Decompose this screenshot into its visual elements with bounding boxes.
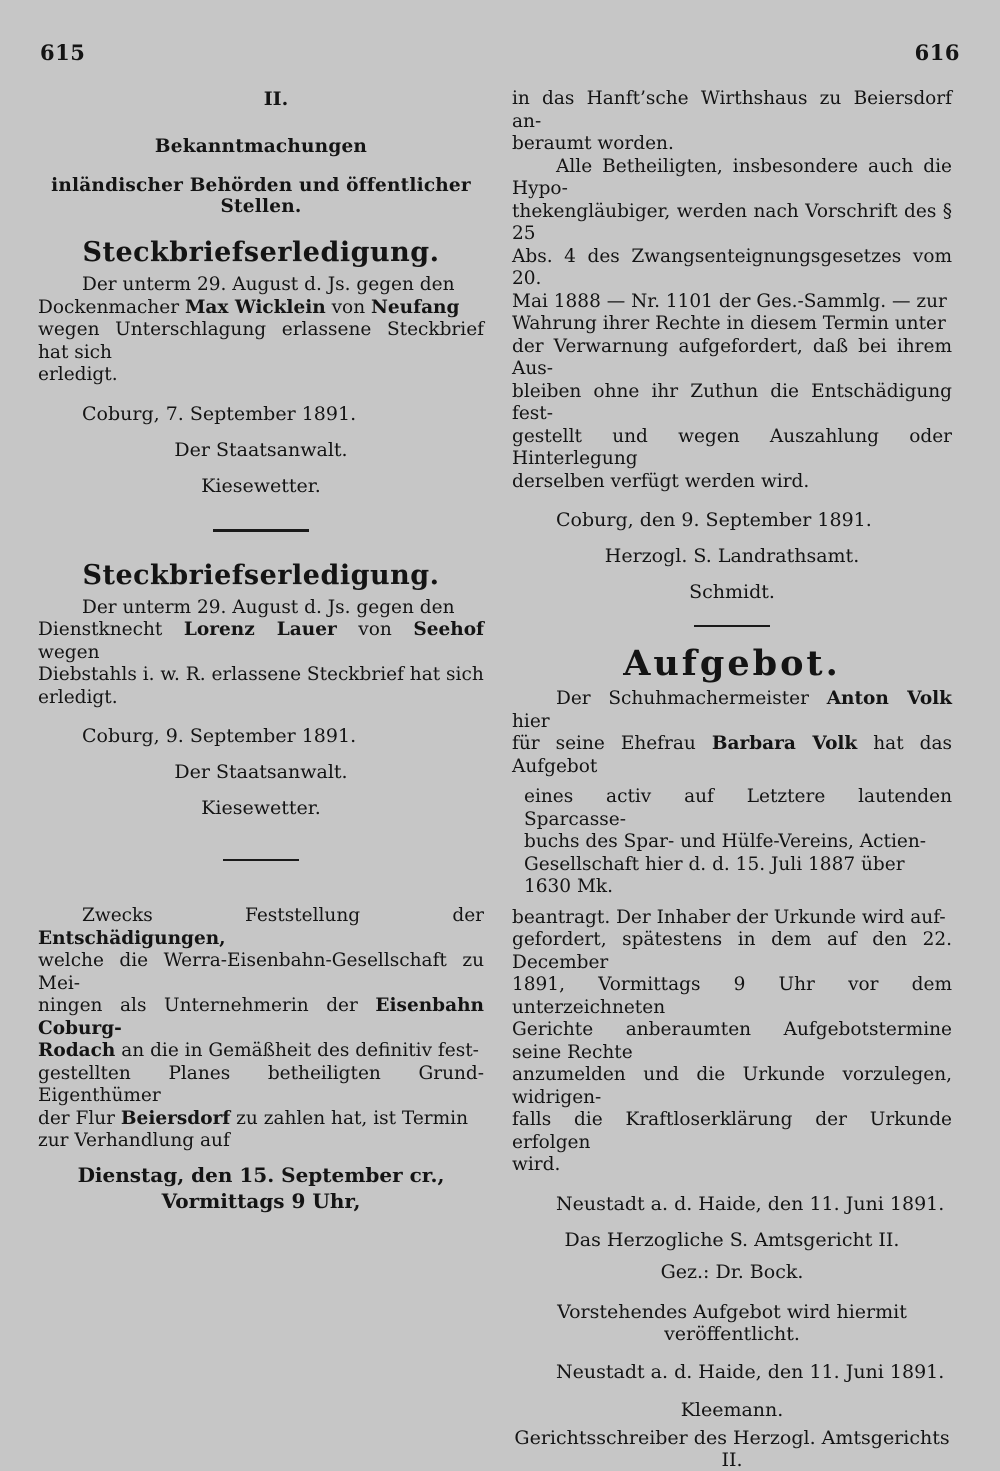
place-date: Coburg, 7. September 1891. — [82, 402, 357, 425]
separator-rule — [213, 529, 309, 532]
signed-by: Gez.: Dr. Bock. — [660, 1260, 804, 1283]
notice-body: Zwecks Feststellung der Entschädigungen, welche die Werra-Eisenbahn-Gesellschaft zu Mei- ningen als Unternehmerin der Eisenbahn Coburg- Rodach an die in Gemäßheit des definitiv fest- gestellten Planes betheiligten Grund-Eigenthümer der Flur Beiersdorf zu zahlen hat, ist Termin zur Verhandlung auf — [38, 905, 484, 1151]
separator-rule — [694, 625, 770, 627]
signature: Kiesewetter. — [201, 797, 321, 819]
authority: Der Staatsanwalt. — [174, 438, 348, 461]
section-subheading: inländischer Behörden und öffentlicher Stellen. — [51, 175, 471, 217]
place-name: Seehof — [413, 619, 484, 640]
page-number-left: 615 — [40, 40, 86, 65]
signature: Kiesewetter. — [201, 474, 321, 497]
appointment-time: Vormittags 9 Uhr, — [161, 1188, 361, 1213]
clerk-name: Kleemann. — [680, 1398, 784, 1421]
authority: Der Staatsanwalt. — [174, 761, 348, 783]
indented-block: eines activ auf Letztere lautenden Sparcasse- buchs des Spar- und Hülfe-Vereins, Actien- Gesellschaft hier d. d. 15. Juli 1887 über 1630 Mk. — [524, 786, 952, 897]
person-name: Barbara Volk — [711, 733, 858, 754]
authority: Herzogl. S. Landrathsamt. — [604, 545, 860, 567]
clerk-title: Gerichtsschreiber des Herzogl. Amtsgerichts II. — [514, 1426, 950, 1471]
left-column — [38, 88, 484, 1213]
section-heading: Bekanntmachungen — [154, 136, 368, 157]
person-name: Max Wicklein — [184, 296, 326, 318]
notice-title: Steckbriefserledigung. — [82, 237, 440, 268]
appointment-date: Dienstag, den 15. September cr., — [77, 1162, 445, 1187]
section-number: II. — [263, 88, 289, 110]
person-name: Lorenz Lauer — [183, 619, 337, 640]
notice-title: Steckbriefserledigung. — [82, 559, 440, 591]
notice-body: Der Schuhmachermeister Anton Volk hier für seine Ehefrau Barbara Volk hat das Aufgebot eines activ auf Letztere lautenden Sparcasse- buchs des Spar- und Hülfe-Vereins, Actien- Gesellschaft hier d. d. 15. Juli 1887 über 1630 Mk. beantragt. Der Inhaber der Urkunde wird auf- gefordert, spätestens in dem auf den 22. December 1891, Vormittags 9 Uhr vor dem unterzeichneten Gerichte anberaumten Aufgebotstermine seine Rechte anzumelden und die Urkunde vorzulegen, widrigen- falls die Kraftloserklärung der Urkunde erfolgen wird. — [512, 688, 953, 1175]
place-date: Neustadt a. d. Haide, den 11. Juni 1891. — [556, 1360, 945, 1383]
notice-body: in das Hanft’sche Wirthshaus zu Beiersdorf an- beraumt worden. Alle Betheiligten, insbesondere auch die Hypo- thekengläubiger, werden nach Vorschrift des § 25 Abs. 4 des Zwangsenteignungsgesetzes vom 20. Mai 1888 — Nr. 1101 der Ges.-Sammlg. — zur Wahrung ihrer Rechte in diesem Termin unter der Verwarnung aufgefordert, daß bei ihrem Aus- bleiben ohne ihr Zuthun die Entschädigung fest- gestellt und wegen Auszahlung oder Hinterlegung derselben verfügt werden wird. — [512, 88, 952, 492]
page-gutter — [491, 88, 505, 1138]
person-name: Anton Volk — [826, 688, 953, 709]
notice-title: Aufgebot. — [623, 643, 841, 684]
place-date: Coburg, den 9. September 1891. — [556, 509, 872, 531]
right-column — [512, 88, 952, 1471]
court: Das Herzogliche S. Amtsgericht II. — [564, 1228, 900, 1251]
page-number-right: 616 — [914, 40, 960, 65]
notice-body: Der unterm 29. August d. Js. gegen den Dienstknecht Lorenz Lauer von Seehof wegen Diebstahls i. w. R. erlassene Steckbrief hat sich erledigt. — [38, 596, 484, 708]
separator-rule — [223, 859, 299, 861]
publication-note: Vorstehendes Aufgebot wird hiermit veröffentlicht. — [557, 1300, 907, 1345]
place-name: Neufang — [370, 296, 460, 318]
place-date: Coburg, 9. September 1891. — [82, 725, 357, 747]
place-date: Neustadt a. d. Haide, den 11. Juni 1891. — [556, 1192, 945, 1215]
signature: Schmidt. — [689, 581, 775, 603]
notice-body: Der unterm 29. August d. Js. gegen den Dockenmacher Max Wicklein von Neufang wegen Unterschlagung erlassene Steckbrief hat sich erledigt. — [38, 274, 484, 385]
